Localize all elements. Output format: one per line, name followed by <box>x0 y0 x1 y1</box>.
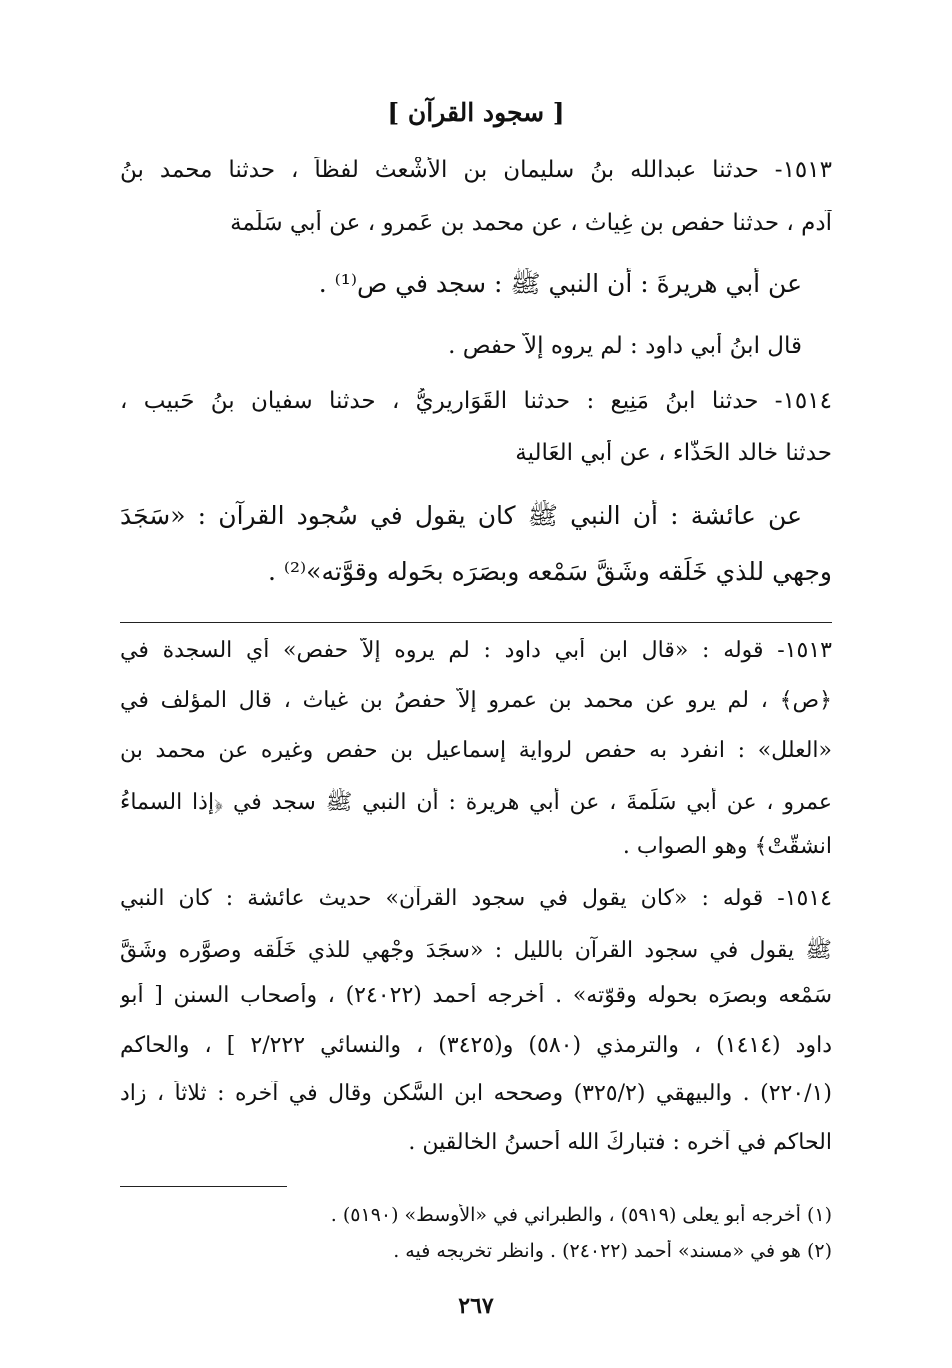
section-title: [ سجود القرآن ] <box>387 98 565 127</box>
hadith-1514-matn-line-2: وجهي للذي خَلَقه وشَقَّ سَمْعه وبصَرَه بحَوله وقوَّته»⁽²⁾ . <box>267 557 832 586</box>
hadith-1513-note: قال ابنُ أبي داود : لم يروه إلاّ حفص . <box>448 333 802 359</box>
hadith-1513-isnad-line-2: آدم ، حدثنا حفص بن غِياث ، عن محمد بن عَمرو ، عن أبي سَلَمة <box>230 210 832 236</box>
footnote-2: (٢) هو في «مسند» أحمد (٢٤٠٢٢) . وانظر تخريجه فيه . <box>393 1240 832 1262</box>
commentary-divider <box>120 622 832 623</box>
page-number: ٢٦٧ <box>458 1293 494 1319</box>
commentary-1513-line-1: ١٥١٣- قوله : «قال ابن أبي داود : لم يروه إلاّ حفص» أي السجدة في <box>120 638 832 663</box>
hadith-1513-isnad-line-1: ١٥١٣- حدثنا عبدالله بنُ سليمان بن الأشْعث لفظاً ، حدثنا محمد بنُ <box>120 157 832 183</box>
commentary-1513-line-2: ﴿ص﴾ ، لم يرو عن محمد بن عمرو إلاّ حفصُ بن غياث ، قال المؤلف في <box>120 688 832 713</box>
commentary-1514-line-4: داود (١٤١٤) ، والترمذي (٥٨٠) و(٣٤٢٥) ، والنسائي ٢/٢٢٢ ] ، والحاكم <box>120 1033 832 1058</box>
commentary-1513-line-3: «العلل» : انفرد به حفص لرواية إسماعيل بن حفص وغيره عن محمد بن <box>120 738 832 763</box>
commentary-1514-line-3: سَمْعه وبصرَه بحوله وقوّته» . أخرجه أحمد (٢٤٠٢٢) ، وأصحاب السنن [ أبو <box>120 983 832 1008</box>
commentary-1514-line-2: ﷺ يقول في سجود القرآن بالليل : «سجَدَ وجْهي للذي خَلَقه وصوَّره وشَقَّ <box>120 938 832 963</box>
commentary-1514-line-1: ١٥١٤- قوله : «كان يقول في سجود القرآن» حديث عائشة : كان النبي <box>120 886 832 911</box>
footnote-1: (١) أخرجه أبو يعلى (٥٩١٩) ، والطبراني في «الأوسط» (٥١٩٠) . <box>330 1204 832 1226</box>
footnote-divider <box>120 1186 287 1187</box>
commentary-1513-line-5: انشقَّتْ﴾ وهو الصواب . <box>622 834 832 859</box>
hadith-1514-isnad-line-2: حدثنا خالد الحَذَّاء ، عن أبي العَالية <box>515 440 832 466</box>
hadith-1513-matn: عن أبي هريرةَ : أن النبي ﷺ : سجد في ص⁽¹⁾ . <box>318 269 802 298</box>
hadith-1514-isnad-line-1: ١٥١٤- حدثنا ابنُ مَنِيع : حدثنا القَوَاريريُّ ، حدثنا سفيان بنُ حَبيب ، <box>120 388 832 414</box>
commentary-1514-line-5: (٢٢٠/١) . والبيهقي (٣٢٥/٢) وصححه ابن السَّكن وقال في آخره : ثلاثاً ، زاد <box>120 1081 832 1106</box>
commentary-1513-line-4: عمرو ، عن أبي سَلَمةَ ، عن أبي هريرة : أن النبي ﷺ سجد في ﴿إذا السماءُ <box>120 790 832 815</box>
commentary-1514-line-6: الحاكم في آخره : فتباركَ الله أحسنُ الخالقين . <box>408 1130 832 1155</box>
hadith-1514-matn-line-1: عن عائشة : أن النبي ﷺ كان يقول في سُجود القرآن : «سَجَدَ <box>120 501 802 530</box>
